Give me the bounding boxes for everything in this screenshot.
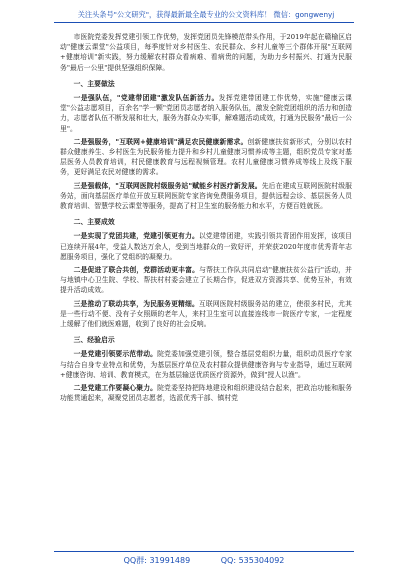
result-item-3-lead: 三是推动了联动共享，为民服务更精细。 [73, 299, 199, 308]
practice-item-3 [60, 181, 352, 212]
footer-qq-group: QQ群: 31991489 [123, 556, 191, 565]
result-item-3-text: 互联网医院村级服务站的建立，使很多村民，尤其是一些行动不便、没有子女照顾的老年人，来村卫生室可以直接连线市一院医疗专家，一定程度上缓解了他们就医难题，收到了良好的社会反响。 [60, 299, 352, 329]
result-item-2-lead: 二是促进了联合共创，党群活动更丰富。 [73, 266, 200, 275]
header-banner: 关注头条号"公文研究"，获得最新最全最专业的公文资料库！ 微信：gongwenyj [77, 10, 335, 19]
result-item-2 [60, 265, 352, 296]
footer-contact [0, 555, 408, 566]
practice-item-2 [60, 137, 352, 178]
practice-item-1-text: 发挥党建带团建工作优势，实施"健康云课堂"公益志愿项目，百余名"学一颗"党团员志愿者纳入服务队伍，激发全院党团组织的活力和创造力，志愿者队伍不断发展和壮大，服务为群众办实事，解难题活动成效，打通为民服务"最后一公里"。 [60, 94, 353, 133]
section-heading-practices: 一、主要做法 [73, 79, 115, 88]
header-divider [54, 22, 354, 23]
lesson-item-1-lead: 一是党建引领要示范带动。 [73, 350, 158, 359]
result-item-1-text: 以党建带团建，实践引领共青团作用发挥，该项目已连续开展4年，受益人数达万余人，受到当地群众的一致好评，并荣获2020年度市优秀青年志愿服务项目，强化了党组织的凝聚力。 [60, 232, 352, 261]
document-body [60, 32, 352, 407]
lesson-item-2-text: 院党委坚持把阵地建设和组织建设结合起来，把政治功能和服务功能贯通起来，凝聚党团员志愿者，选派优秀干部、镇村党 [60, 384, 352, 403]
practice-item-3-lead: 三是强载体，"互联网医院村级服务站"赋能乡村医疗新发展。 [73, 181, 262, 190]
lesson-item-1-text: 院党委加强党建引领，整合基层党组织力量，组织动员医疗专家与结合自身专业特点和优势，为基层医疗单位及农村群众提供健康咨询与专业指导，通过互联网+健康咨询、培训、教育模式，在为基层输送优质医疗资源外，做到"授人以渔"。 [60, 350, 352, 379]
intro-paragraph: 市医院党委发挥党建引领工作优势，发挥党团员先锋模范带头作用，于2019年起在赣榆区启动"健康云课堂"公益项目，每季度针对乡村医生、农民群众、乡村儿童等三个群体开展"互联网+健康培训"新实践，努力缓解农村群众看病难、看病贵的问题，为助力乡村振兴、打通为民服务"最后一公里"提供坚强组织保障。 [60, 33, 352, 72]
practice-item-2-text: 创新健康扶贫新形式，分别以农村群众健康养生、乡村医生为民服务能力提升和乡村儿童健康习惯养成等主题，组织党员专家对基层医务人员教育培训，村民健康教育与远程视频管理。农村儿童健康习惯养成等线上及线下服务，更好满足农民对健康的需求。 [60, 137, 353, 177]
result-item-3 [60, 299, 352, 330]
footer-qq: QQ: 535304092 [220, 556, 285, 565]
result-item-1-lead: 一是实现了党团共建，党建引领更有力。 [73, 232, 199, 241]
lesson-item-2 [60, 383, 352, 403]
lesson-item-1 [60, 349, 352, 380]
result-item-1 [60, 231, 352, 262]
section-heading-results: 二、主要成效 [73, 218, 115, 227]
practice-item-1 [60, 93, 352, 134]
section-heading-lessons: 三、经验启示 [73, 336, 115, 345]
footer-divider [54, 551, 354, 552]
practice-item-1-lead: 一是强队伍，"党建带团建"激发队伍新活力。 [73, 94, 219, 103]
practice-item-2-lead: 二是强服务，"互联网+健康培训"满足农民健康新需求。 [73, 137, 248, 146]
lesson-item-2-lead: 二是党建工作要凝心聚力。 [73, 384, 158, 393]
practice-item-3-text: 先后在建成互联网医院村级服务站，面向基层医疗单位开放互联网医院专家咨询免费服务项目，提供远程会诊、基层医务人员教育培训、智慧学校云课堂等服务，提高了村卫生室的服务能力和水平，方便百姓就医。 [60, 181, 352, 211]
result-item-2-text: 与帮扶工作队共同启动"健康扶贫公益行"活动，并与地镇中心卫生院、学校、帮扶村村委会建立了长期合作，促进双方资源共享、优势互补，有效提升活动成效。 [60, 266, 352, 295]
